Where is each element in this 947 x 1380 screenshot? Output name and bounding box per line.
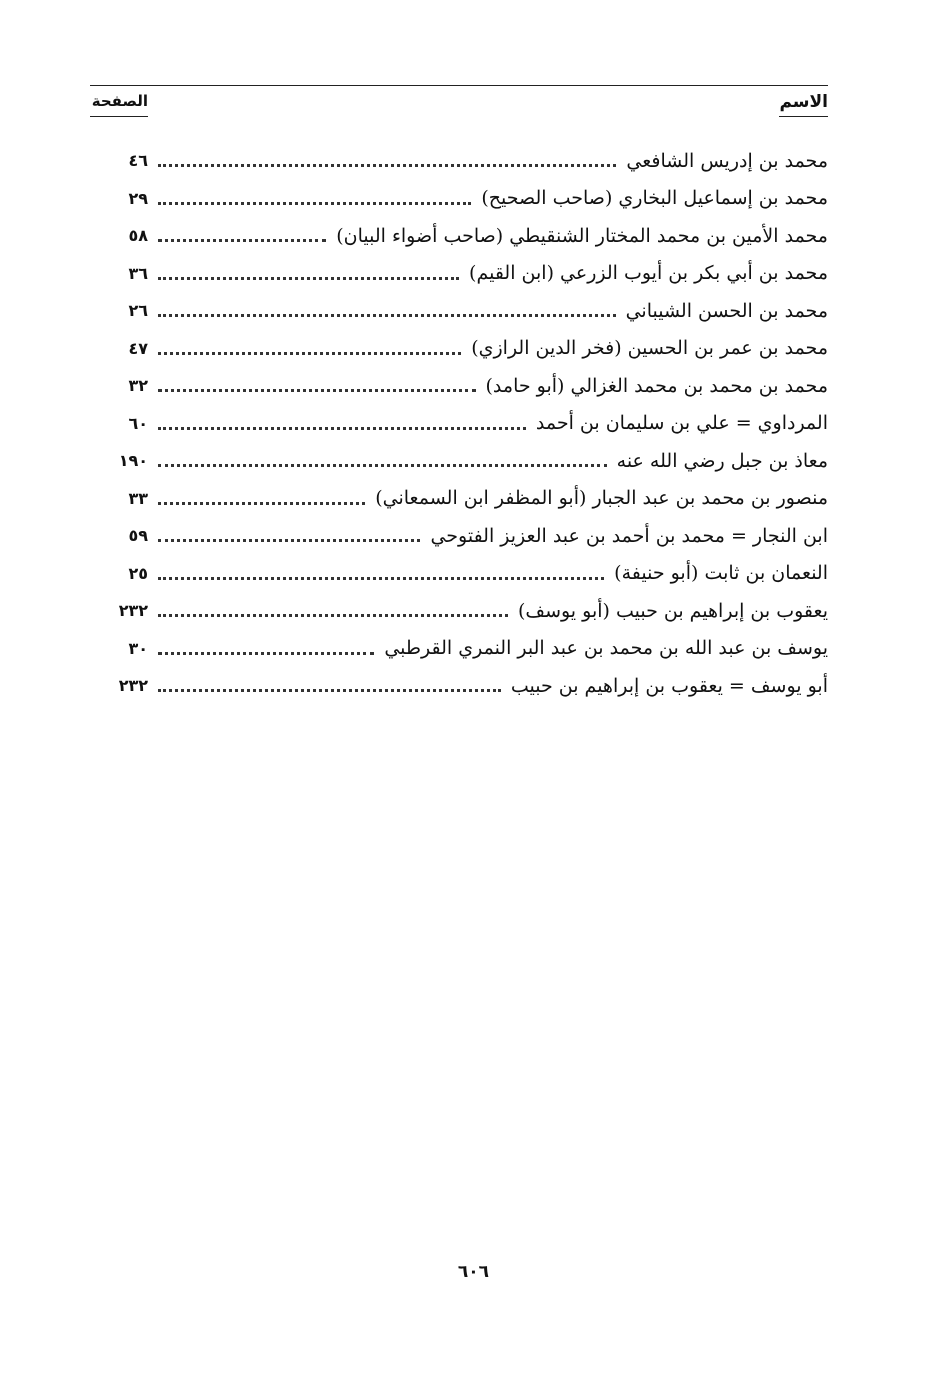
dot-leader [158,164,616,167]
index-entry [90,480,828,518]
entry-page-number: ٥٨ [128,226,148,246]
entry-name: محمد بن إسماعيل البخاري (صاحب الصحيح) [481,187,828,210]
name-column-heading: الاسم [779,92,828,117]
dot-leader [158,427,526,430]
entry-name: المرداوي = علي بن سليمان بن أحمد [535,412,828,435]
entry-page-number: ٥٩ [128,526,148,546]
index-entry [90,142,828,180]
entry-page-number: ٢٥ [128,563,148,583]
index-entry [90,592,828,630]
dot-leader [158,389,476,392]
index-entry [90,405,828,443]
entry-name: ابن النجار = محمد بن أحمد بن عبد العزيز الفتوحي [430,524,828,547]
index-entry [90,217,828,255]
entry-page-number: ٦٠ [128,413,148,433]
entry-name: محمد بن الحسن الشيباني [625,299,828,322]
dot-leader [158,652,374,655]
index-entry [90,367,828,405]
entry-page-number: ٢٣٢ [118,601,148,621]
entry-name: يعقوب بن إبراهيم بن حبيب (أبو يوسف) [517,599,828,622]
dot-leader [158,202,471,205]
dot-leader [158,689,501,692]
dot-leader [158,314,616,317]
top-rule [90,85,828,86]
index-entry [90,442,828,480]
dot-leader [158,277,459,280]
entry-page-number: ٤٧ [128,338,148,358]
dot-leader [158,577,604,580]
entry-name: محمد بن عمر بن الحسين (فخر الدين الرازي) [471,337,828,360]
dot-leader [158,239,326,242]
entry-page-number: ٢٦ [128,301,148,321]
entry-name: منصور بن محمد بن عبد الجبار (أبو المظفر ابن السمعاني) [375,487,828,510]
entry-page-number: ٣٣ [128,488,148,508]
entry-name: معاذ بن جبل رضي الله عنه [616,449,828,472]
dot-leader [158,539,420,542]
index-entry [90,555,828,593]
dot-leader [158,464,607,467]
entry-page-number: ٣٠ [128,638,148,658]
index-entry [90,517,828,555]
entry-name: النعمان بن ثابت (أبو حنيفة) [614,562,828,585]
dot-leader [158,614,508,617]
index-entries [90,142,828,705]
entry-name: محمد الأمين بن محمد المختار الشنقيطي (صاحب أضواء البيان) [336,224,828,247]
index-entry [90,667,828,705]
index-entry [90,180,828,218]
dot-leader [158,352,461,355]
page-column-heading: الصفحة [90,92,148,117]
entry-page-number: ٢٣٢ [118,676,148,696]
entry-page-number: ٣٢ [128,376,148,396]
entry-name: يوسف بن عبد الله بن محمد بن عبد البر النمري القرطبي [384,637,828,660]
index-header [90,92,828,126]
index-entry [90,255,828,293]
entry-name: محمد بن إدريس الشافعي [626,149,828,172]
index-entry [90,630,828,668]
entry-name: محمد بن محمد بن محمد الغزالي (أبو حامد) [485,374,828,397]
entry-page-number: ٢٩ [128,188,148,208]
entry-page-number: ٤٦ [128,151,148,171]
entry-name: أبو يوسف = يعقوب بن إبراهيم بن حبيب [510,674,828,697]
index-entry [90,330,828,368]
dot-leader [158,502,365,505]
page-number-footer: ٦٠٦ [457,1262,490,1282]
entry-page-number: ٣٦ [128,263,148,283]
entry-name: محمد بن أبي بكر بن أيوب الزرعي (ابن القيم) [469,262,828,285]
entry-page-number: ١٩٠ [118,451,148,471]
index-entry [90,292,828,330]
